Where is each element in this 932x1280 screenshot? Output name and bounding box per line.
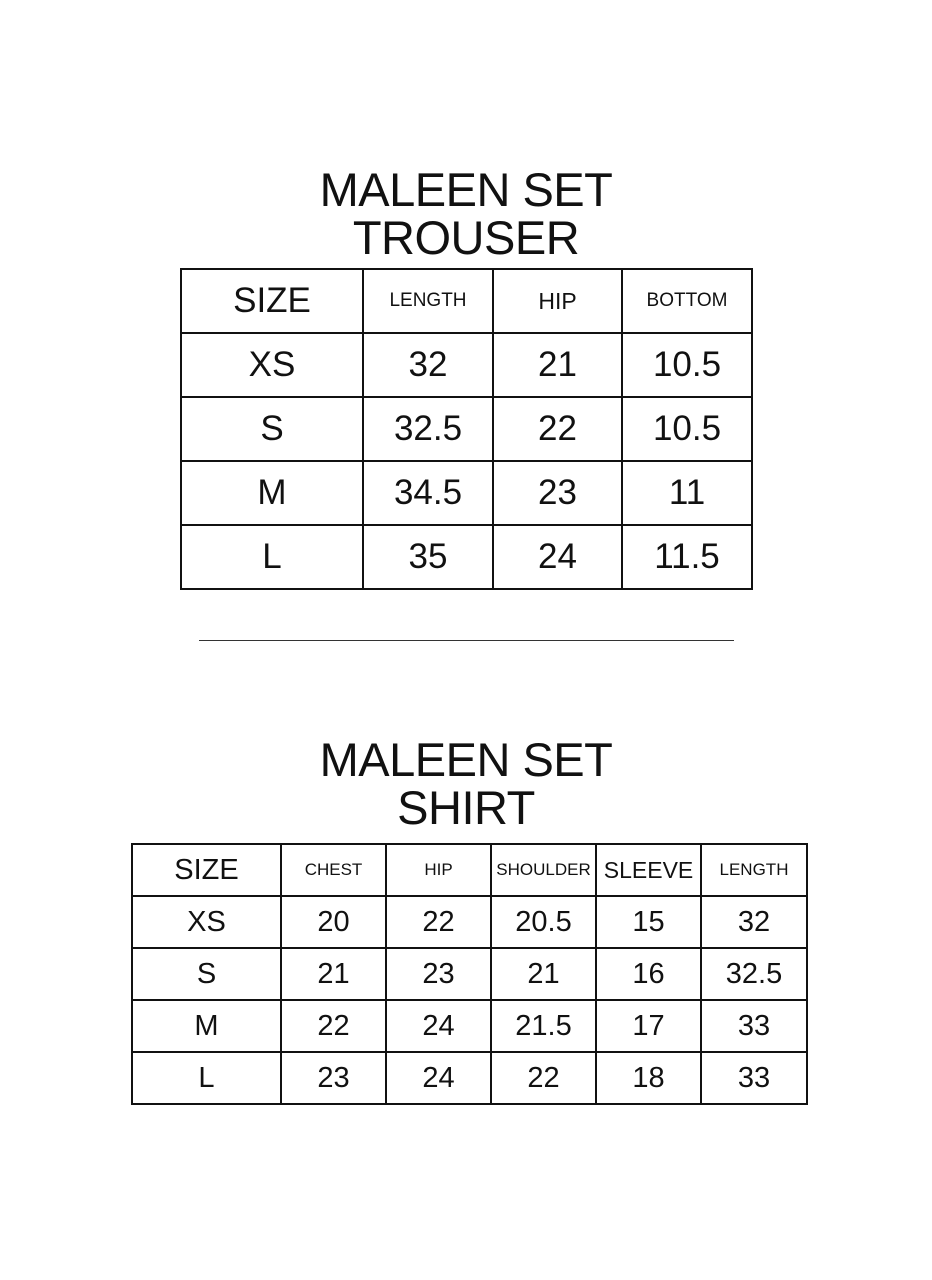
shoulder-cell: 20.5 [491,896,596,948]
bottom-cell: 11.5 [622,525,752,589]
trouser-size-table [180,268,753,590]
hip-cell: 23 [493,461,622,525]
header-cell-sleeve: SLEEVE [596,844,701,896]
length-cell: 32.5 [701,948,807,1000]
sleeve-cell: 17 [596,1000,701,1052]
header-cell-size: SIZE [181,269,363,333]
chest-cell: 23 [281,1052,386,1104]
hip-cell: 24 [386,1052,491,1104]
chest-cell: 21 [281,948,386,1000]
sleeve-cell: 16 [596,948,701,1000]
shirt-title [0,733,932,834]
table-row [181,525,752,589]
header-cell-length: LENGTH [701,844,807,896]
table-row [132,948,807,1000]
size-cell: XS [132,896,281,948]
bottom-cell: 10.5 [622,397,752,461]
length-cell: 35 [363,525,493,589]
hip-cell: 24 [493,525,622,589]
size-cell: S [181,397,363,461]
hip-cell: 22 [493,397,622,461]
header-cell-bottom: BOTTOM [622,269,752,333]
section-divider [199,640,734,641]
length-cell: 33 [701,1052,807,1104]
size-cell: L [132,1052,281,1104]
shoulder-cell: 21.5 [491,1000,596,1052]
header-cell-shoulder: SHOULDER [491,844,596,896]
bottom-cell: 10.5 [622,333,752,397]
hip-cell: 23 [386,948,491,1000]
header-cell-size: SIZE [132,844,281,896]
shoulder-cell: 22 [491,1052,596,1104]
trouser-title-line1: MALEEN SET [319,163,613,216]
trouser-title [0,163,932,264]
trouser-title-line2: TROUSER [352,211,580,264]
table-row [132,896,807,948]
header-cell-length: LENGTH [363,269,493,333]
table-header-row [132,844,807,896]
hip-cell: 24 [386,1000,491,1052]
length-cell: 32 [701,896,807,948]
sleeve-cell: 15 [596,896,701,948]
length-cell: 34.5 [363,461,493,525]
shirt-title-line1: MALEEN SET [319,733,613,786]
table-header-row [181,269,752,333]
table-row [181,461,752,525]
size-cell: S [132,948,281,1000]
header-cell-chest: CHEST [281,844,386,896]
length-cell: 32.5 [363,397,493,461]
length-cell: 32 [363,333,493,397]
header-cell-hip: HIP [493,269,622,333]
size-cell: M [181,461,363,525]
header-cell-hip: HIP [386,844,491,896]
chest-cell: 20 [281,896,386,948]
shirt-title-line2: SHIRT [397,781,535,834]
table-row [181,333,752,397]
size-cell: L [181,525,363,589]
table-row [181,397,752,461]
sleeve-cell: 18 [596,1052,701,1104]
bottom-cell: 11 [622,461,752,525]
table-row [132,1000,807,1052]
hip-cell: 22 [386,896,491,948]
size-cell: XS [181,333,363,397]
length-cell: 33 [701,1000,807,1052]
shirt-size-table [131,843,808,1105]
shoulder-cell: 21 [491,948,596,1000]
size-cell: M [132,1000,281,1052]
chest-cell: 22 [281,1000,386,1052]
hip-cell: 21 [493,333,622,397]
table-row [132,1052,807,1104]
